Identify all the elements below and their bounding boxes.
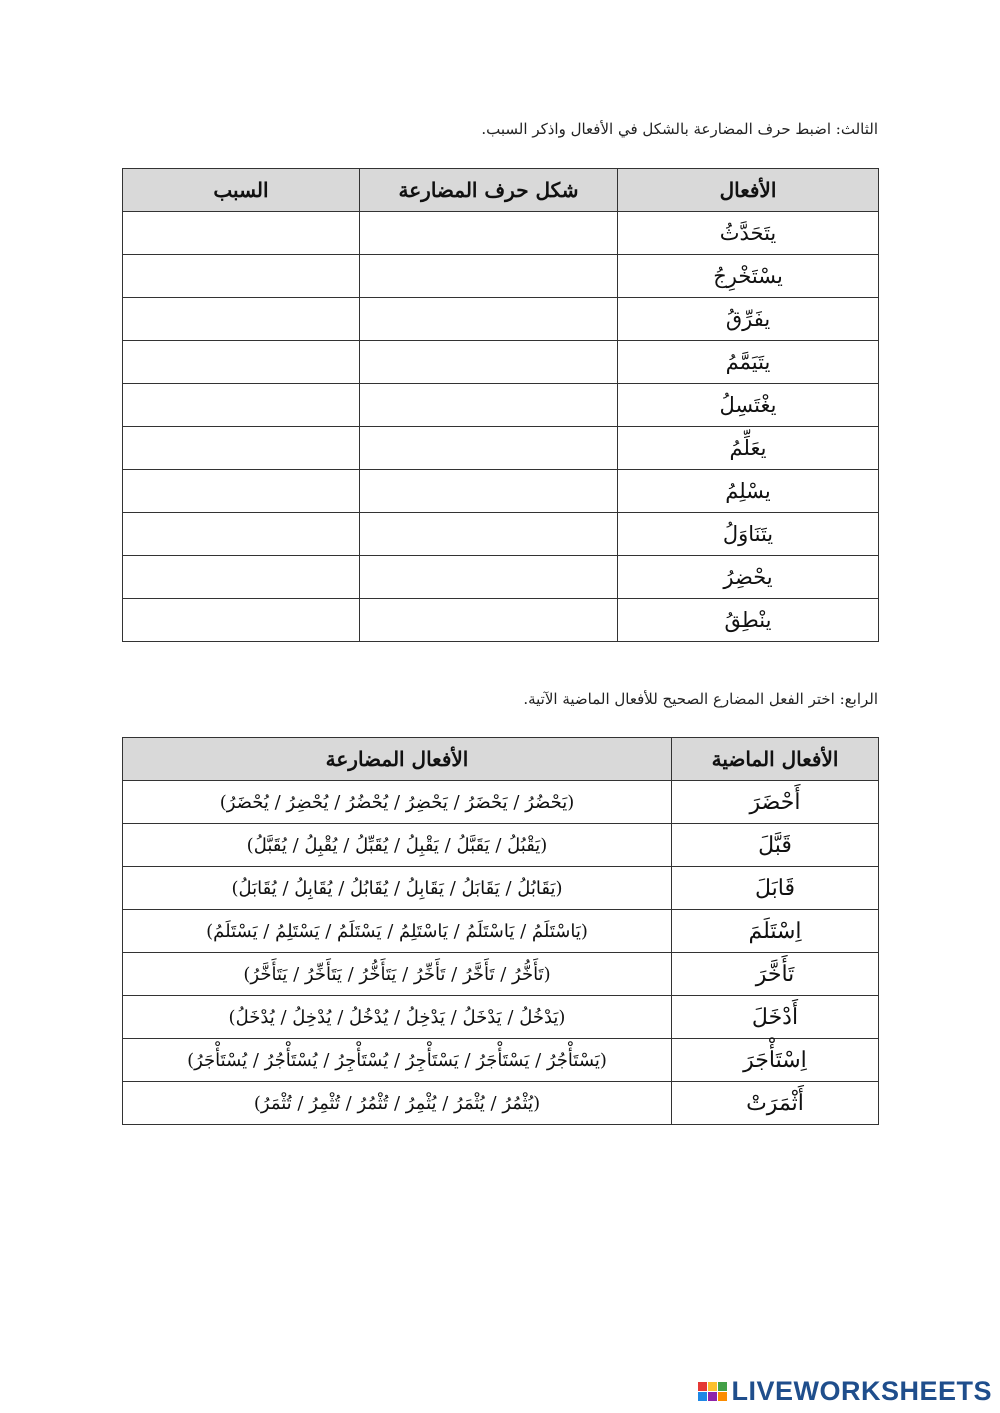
present-options-cell[interactable]: (يُثْمُرُ / يُثْمَرُ / يُثْمِرُ / تُثْمُرُ / تُثْمِرُ / تُثْمَرُ)	[123, 1082, 672, 1125]
verb-cell: ينْطِقُ	[618, 599, 879, 642]
past-present-table	[122, 737, 879, 1125]
section4-instruction: الرابع: اختر الفعل المضارع الصحيح للأفعال الماضية الآتية.	[523, 690, 878, 708]
past-verb-cell: أَحْضَرَ	[672, 781, 879, 824]
table-row	[123, 996, 879, 1039]
brand-square	[718, 1392, 727, 1401]
verb-cell: يعَلِّمُ	[618, 427, 879, 470]
reason-answer-cell[interactable]	[123, 212, 360, 255]
table-row	[123, 556, 879, 599]
table-row	[123, 427, 879, 470]
header-verbs: الأفعال	[618, 169, 879, 212]
brand-square	[718, 1382, 727, 1391]
header-present-verbs: الأفعال المضارعة	[123, 738, 672, 781]
table-header-row	[123, 738, 879, 781]
verb-cell: يسْلِمُ	[618, 470, 879, 513]
brand-square	[708, 1382, 717, 1391]
shape-answer-cell[interactable]	[360, 298, 618, 341]
reason-answer-cell[interactable]	[123, 513, 360, 556]
table-row	[123, 910, 879, 953]
table-row	[123, 1039, 879, 1082]
table-row	[123, 824, 879, 867]
table-row	[123, 599, 879, 642]
table-row	[123, 1082, 879, 1125]
shape-answer-cell[interactable]	[360, 513, 618, 556]
verb-cell: يسْتَخْرِجُ	[618, 255, 879, 298]
past-verb-cell: تَأَخَّرَ	[672, 953, 879, 996]
verb-cell: يحْضِرُ	[618, 556, 879, 599]
brand-square	[698, 1382, 707, 1391]
table-row	[123, 953, 879, 996]
shape-answer-cell[interactable]	[360, 255, 618, 298]
present-options-cell[interactable]: (يَسْتَأْجُرُ / يَسْتَأْجَرُ / يَسْتَأْجِرُ / يُسْتَأْجِرُ / يُسْتَأْجُرُ / يُسْتَأْجَرُ)	[123, 1039, 672, 1082]
verb-cell: يغْتَسِلُ	[618, 384, 879, 427]
brand-grid-icon	[698, 1382, 727, 1401]
shape-answer-cell[interactable]	[360, 470, 618, 513]
reason-answer-cell[interactable]	[123, 255, 360, 298]
reason-answer-cell[interactable]	[123, 556, 360, 599]
table-row	[123, 867, 879, 910]
present-options-cell[interactable]: (يَدْخُلُ / يَدْخَلُ / يَدْخِلُ / يُدْخُلُ / يُدْخِلُ / يُدْخَلُ)	[123, 996, 672, 1039]
reason-answer-cell[interactable]	[123, 470, 360, 513]
shape-answer-cell[interactable]	[360, 427, 618, 470]
reason-answer-cell[interactable]	[123, 427, 360, 470]
verb-cell: يتَيَمَّمُ	[618, 341, 879, 384]
header-reason: السبب	[123, 169, 360, 212]
table-row	[123, 470, 879, 513]
table-row	[123, 513, 879, 556]
past-verb-cell: قَابَلَ	[672, 867, 879, 910]
past-verb-cell: اِسْتَأْجَرَ	[672, 1039, 879, 1082]
table-row	[123, 255, 879, 298]
past-verb-cell: اِسْتَلَمَ	[672, 910, 879, 953]
table-row	[123, 384, 879, 427]
header-shape: شكل حرف المضارعة	[360, 169, 618, 212]
past-verb-cell: أَدْخَلَ	[672, 996, 879, 1039]
verbs-vowel-table	[122, 168, 879, 642]
present-options-cell[interactable]: (يَقَابُلُ / يَقَابَلُ / يَقَابِلُ / يُقَابُلُ / يُقَابِلُ / يُقَابَلُ)	[123, 867, 672, 910]
table-row	[123, 212, 879, 255]
brand-square	[698, 1392, 707, 1401]
reason-answer-cell[interactable]	[123, 341, 360, 384]
present-options-cell[interactable]: (يَحْضُرُ / يَحْضَرُ / يَحْضِرُ / يُحْضُرُ / يُحْضِرُ / يُحْضَرُ)	[123, 781, 672, 824]
shape-answer-cell[interactable]	[360, 556, 618, 599]
past-verb-cell: قَبَّلَ	[672, 824, 879, 867]
past-verb-cell: أَثْمَرَتْ	[672, 1082, 879, 1125]
table-row	[123, 298, 879, 341]
shape-answer-cell[interactable]	[360, 212, 618, 255]
verb-cell: يتَحَدَّثُ	[618, 212, 879, 255]
header-past-verbs: الأفعال الماضية	[672, 738, 879, 781]
present-options-cell[interactable]: (يَاسْتَلَمُ / يَاسْتَلَمُ / يَاسْتَلِمُ / يَسْتَلَمُ / يَسْتَلِمُ / يَسْتَلَمُ)	[123, 910, 672, 953]
verb-cell: يتَنَاوَلُ	[618, 513, 879, 556]
brand-square	[708, 1392, 717, 1401]
table-row	[123, 781, 879, 824]
shape-answer-cell[interactable]	[360, 599, 618, 642]
verb-cell: يفَرِّقُ	[618, 298, 879, 341]
table-row	[123, 341, 879, 384]
shape-answer-cell[interactable]	[360, 341, 618, 384]
brand-name: LIVEWORKSHEETS	[731, 1376, 992, 1406]
present-options-cell[interactable]: (تَأَخُّرُ / تَأَخَّرُ / تَأَخِّرُ / يَتَأَخُّرُ / يَتَأَخِّرُ / يَتَأَخَّرُ)	[123, 953, 672, 996]
shape-answer-cell[interactable]	[360, 384, 618, 427]
liveworksheets-logo	[698, 1376, 992, 1407]
reason-answer-cell[interactable]	[123, 298, 360, 341]
reason-answer-cell[interactable]	[123, 384, 360, 427]
section3-instruction: الثالث: اضبط حرف المضارعة بالشكل في الأفعال واذكر السبب.	[481, 120, 878, 138]
reason-answer-cell[interactable]	[123, 599, 360, 642]
table-header-row	[123, 169, 879, 212]
present-options-cell[interactable]: (يَقْبُلُ / يَقَبَّلُ / يَقْبِلُ / يُقَبِّلُ / يُقْبِلُ / يُقَبَّلُ)	[123, 824, 672, 867]
